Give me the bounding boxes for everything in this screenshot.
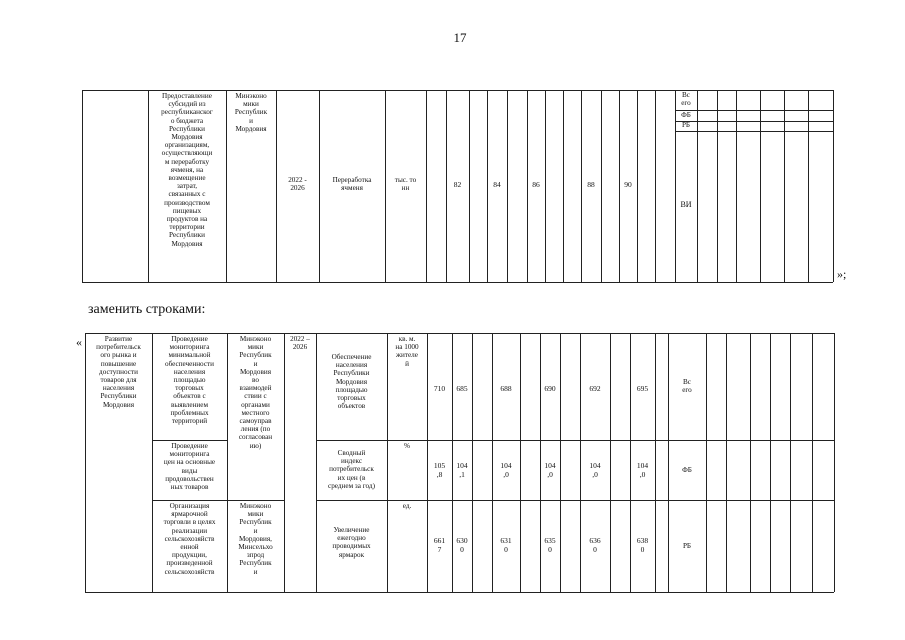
t2-row1-value: 685 <box>456 384 468 393</box>
t2-row2-value: 104 ,0 <box>589 461 601 479</box>
t1-value: 90 <box>624 180 632 189</box>
t1-period: 2022 - 2026 <box>288 176 307 193</box>
t2-period: 2022 – 2026 <box>290 335 310 352</box>
t2-row3-value: 636 0 <box>589 536 601 554</box>
t1-source-total: Вс его <box>681 91 691 108</box>
t2-row2-source: ФБ <box>682 466 692 474</box>
t2-row1-event: Проведение мониторинга минимальной обеспеченности населения площадью торговых объектов с выявлением проблемных территорий <box>164 335 215 426</box>
t2-row1-value: 690 <box>544 384 556 393</box>
t2-row3-indicator: Увеличение ежегодно проводимых ярмарок <box>332 526 371 559</box>
t2-row2-value: 104 ,0 <box>500 461 512 479</box>
t1-source-fb: ФБ <box>681 111 691 119</box>
t1-executor: Минэконо мики Республик и Мордовия <box>234 92 268 133</box>
t1-value: 82 <box>453 180 462 189</box>
t1-value: 84 <box>493 180 501 189</box>
replace-heading: заменить строками: <box>88 302 206 317</box>
t1-source-vi: ВИ <box>680 201 692 209</box>
t2-executor-2: Минэконо мики Республик и Мордовия, Минсельхо зпрод Республик и <box>238 502 273 576</box>
t2-program: Развитие потребительск ого рынка и повышение доступности товаров для населения Республики Мордовия <box>96 335 141 409</box>
t2-row2-value: 104 ,1 <box>456 461 468 479</box>
t1-unit: тыс. то нн <box>394 176 417 193</box>
t2-row3-value: 638 0 <box>636 536 649 554</box>
t2-row2-unit: % <box>404 442 410 450</box>
t2-row2-value: 104 ,0 <box>636 461 649 479</box>
t2-row1-value: 688 <box>500 384 512 393</box>
opening-quote: « <box>76 335 82 349</box>
t2-row2-value: 105 ,8 <box>433 461 446 479</box>
t2-row1-value: 692 <box>589 384 601 393</box>
t2-row3-value: 635 0 <box>544 536 556 554</box>
t2-row1-value: 710 <box>433 384 446 393</box>
t2-row1-source: Вс его <box>682 378 692 395</box>
t1-event: Предоставление субсидий из республиканског о бюджета Республики Мордовия организациям, осуществляющи м переработку ячменя, на возмещение затрат, связанных с производством пищевых продуктов на территории Республики Мордовия <box>161 92 213 248</box>
t2-row1-value: 695 <box>636 384 649 393</box>
t1-value: 88 <box>587 180 595 189</box>
page-number: 17 <box>453 30 467 45</box>
t1-value: 86 <box>532 180 540 189</box>
t2-row3-event: Организация ярмарочной торговли в целях реализации сельскохозяйств енной продукции, произведенной сельскохозяйств <box>163 502 216 576</box>
t1-source-rb: РБ <box>681 121 691 129</box>
t2-row2-event: Проведение мониторинга цен на основные виды продовольствен ных товаров <box>163 442 216 492</box>
t2-row2-indicator: Сводный индекс потребительск их цен (в среднем за год) <box>328 449 375 490</box>
t2-executor-1: Минэконо мики Республик и Мордовия во взаимодей ствии с органами местного самоуправ ления (по согласован ию) <box>238 335 273 450</box>
t2-row1-unit: кв. м. на 1000 жителе й <box>395 335 419 368</box>
t2-row3-value: 661 7 <box>433 536 446 554</box>
closing-quote: »; <box>837 267 847 281</box>
t2-row1-indicator: Обеспечение населения Республики Мордовия площадью торговых объектов <box>331 353 372 411</box>
t2-row3-unit: ед. <box>402 502 412 510</box>
t2-row3-value: 630 0 <box>456 536 468 554</box>
t2-row3-source: РБ <box>682 542 692 550</box>
t1-indicator: Переработка ячменя <box>332 176 372 193</box>
t2-row2-value: 104 ,0 <box>544 461 556 479</box>
t2-row3-value: 631 0 <box>500 536 512 554</box>
